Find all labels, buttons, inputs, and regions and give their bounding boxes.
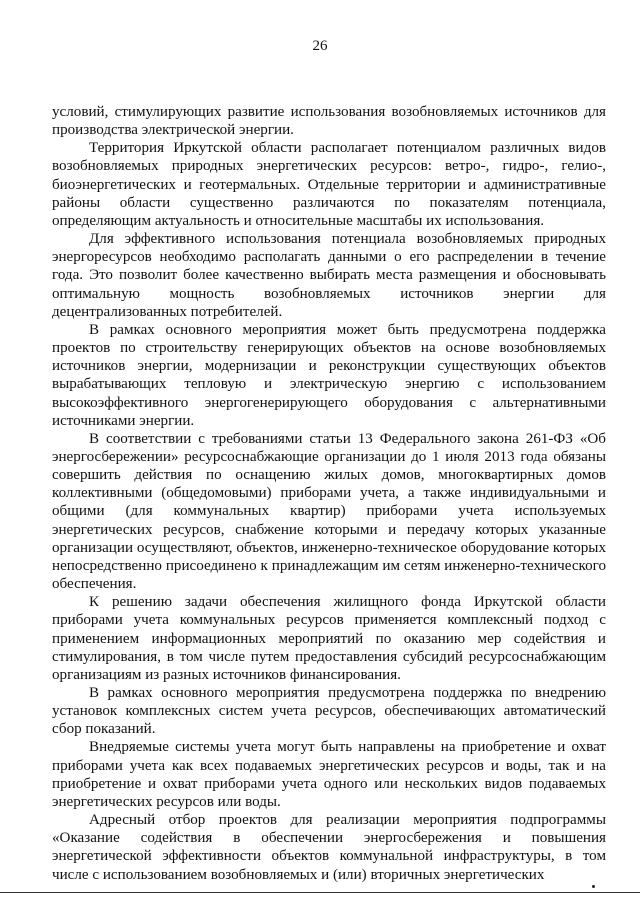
paragraph-metering-systems: В рамках основного мероприятия предусмотрена поддержка по внедрению установок комплексных систем учета ресурсов, обеспечивающих автоматический сбор показаний.: [52, 685, 606, 738]
paragraph-federal-law: В соответствии с требованиями статьи 13 Федерального закона 261-ФЗ «Об энергосбережении» ресурсоснабжающие организации до 1 июля 2013 года обязаны совершить действия по оснащению жилых домов, многоквартирных домов коллективными (общедомовыми) приборами учета, а также индивидуальными и общими (для коммунальных квартир) приборами учета используемых энергетических ресурсов, снабжение которыми и передачу которых указанные организации осуществляют, объектов, инженерно-техническое оборудование которых непосредственно присоединено к принадлежащим им сетям инженерно-технического обеспечения.: [52, 430, 606, 593]
paragraph-resource-data: Для эффективного использования потенциала возобновляемых природных энергоресурсов необходимо располагать данными о его распределении в течение года. Это позволит более качественно выбирать места размещения и обосновывать оптимальную мощность возобновляемых источников энергии для децентрализованных потребителей.: [52, 231, 606, 320]
page-number: 26: [312, 38, 328, 54]
paragraph-metering-approach: К решению задачи обеспечения жилищного фонда Иркутской области приборами учета коммунальных ресурсов применяется комплексный подход с применением информационных мероприятий по оказанию мер содействия и стимулирования, в том числе путем предоставления субсидий ресурсоснабжающим организациям из разных источников финансирования.: [52, 594, 606, 683]
document-body: [52, 103, 606, 884]
paragraph-irkutsk-potential: Территория Иркутской области располагает потенциалом различных видов возобновляемых природных энергетических ресурсов: ветро-, гидро-, гелио-, биоэнергетических и геотермальных. Отдельные территории и административные районы области существенно различаются по показателям потенциала, определяющим актуальность и относительные масштабы их использования.: [52, 140, 606, 229]
scan-dot-mark: [592, 885, 595, 888]
scan-bottom-edge: [0, 892, 640, 893]
paragraph-renewable-conditions: условий, стимулирующих развитие использования возобновляемых источников для производства электрической энергии.: [52, 104, 606, 139]
paragraph-project-selection: Адресный отбор проектов для реализации мероприятия подпрограммы «Оказание содействия в обеспечении энергосбережения и повышения энергетической эффективности объектов коммунальной инфраструктуры, в том числе с использованием возобновляемых и (или) вторичных энергетических: [52, 812, 606, 883]
paragraph-generation-support: В рамках основного мероприятия может быть предусмотрена поддержка проектов по строительству генерирующих объектов на основе возобновляемых источников энергии, модернизации и реконструкции существующих объектов вырабатывающих тепловую и электрическую энергию с использованием высокоэффективного энергогенерирующего оборудования с альтернативными источниками энергии.: [52, 321, 606, 429]
paragraph-metering-targets: Внедряемые системы учета могут быть направлены на приобретение и охват приборами учета как всех подаваемых энергетических ресурсов и воды, так и на приобретение и охват приборами учета одного или нескольких видов подаваемых энергетических ресурсов или воды.: [52, 739, 606, 810]
